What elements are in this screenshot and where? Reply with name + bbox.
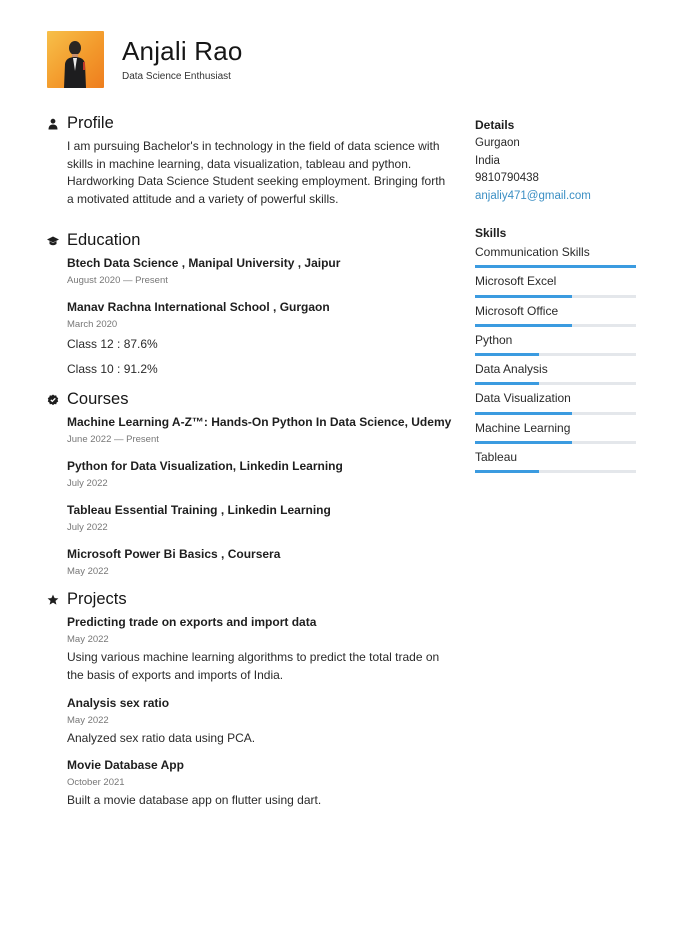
skill-level-fill	[475, 295, 572, 298]
profile-heading: Profile	[67, 114, 114, 132]
star-icon	[47, 594, 59, 606]
profile-section	[47, 114, 452, 208]
skill-level-fill	[475, 382, 539, 385]
education-entry	[67, 299, 452, 378]
education-grade: Class 10 : 91.2%	[67, 362, 158, 377]
project-title: Predicting trade on exports and import data	[67, 615, 317, 630]
education-date: March 2020	[67, 319, 118, 331]
skill-level-bar	[475, 470, 636, 473]
project-entry	[67, 757, 452, 810]
project-title: Movie Database App	[67, 758, 184, 773]
main-column	[47, 114, 452, 821]
candidate-name: Anjali Rao	[122, 36, 243, 66]
education-date: August 2020 — Present	[67, 275, 168, 287]
skill-item	[475, 241, 637, 270]
detail-city: Gurgaon	[475, 137, 520, 149]
skill-name: Data Visualization	[475, 391, 571, 406]
sidebar	[475, 117, 637, 475]
education-heading: Education	[67, 231, 141, 250]
project-entry	[67, 695, 452, 748]
course-date: June 2022 — Present	[67, 434, 159, 446]
projects-section	[47, 590, 452, 809]
education-title: Btech Data Science , Manipal University , Jaipur	[67, 256, 341, 271]
email-link[interactable]: anjaliy471@gmail.com	[475, 189, 591, 202]
person-icon	[47, 118, 59, 130]
skill-item	[475, 300, 637, 329]
project-title: Analysis sex ratio	[67, 695, 170, 710]
courses-heading: Courses	[67, 390, 129, 409]
skill-name: Microsoft Excel	[475, 274, 557, 289]
course-title: Microsoft Power Bi Basics , Coursera	[67, 547, 281, 562]
skill-level-bar	[475, 382, 636, 385]
skill-name: Data Analysis	[475, 362, 548, 377]
project-description: Using various machine learning algorithms to predict the total trade on the basis of exports and imports of India.	[67, 650, 440, 682]
skills-list	[475, 241, 637, 475]
skill-item	[475, 446, 637, 475]
skill-name: Machine Learning	[475, 420, 571, 435]
education-section	[47, 231, 452, 378]
project-entry	[67, 614, 452, 684]
skill-name: Python	[475, 332, 513, 347]
badge-check-icon	[47, 394, 59, 406]
profile-summary: I am pursuing Bachelor's in technology in the field of data science with skills in machine learning, data visualization, tableau and python. Hardworking Data Science Student seeking employment. Bringing forth a motivated attitude and a variety of powerful skills.	[67, 139, 446, 206]
graduation-cap-icon	[47, 235, 59, 247]
skill-level-bar	[475, 412, 636, 415]
course-entry	[67, 546, 452, 579]
skill-name: Communication Skills	[475, 245, 590, 259]
project-description: Analyzed sex ratio data using PCA.	[67, 730, 256, 745]
skill-name: Microsoft Office	[475, 303, 559, 318]
course-entry	[67, 458, 452, 491]
skill-level-bar	[475, 441, 636, 444]
skill-level-fill	[475, 441, 572, 444]
project-date: May 2022	[67, 714, 109, 726]
skill-item	[475, 329, 637, 358]
projects-heading: Projects	[67, 590, 127, 609]
skills-section	[475, 225, 637, 475]
skill-item	[475, 358, 637, 387]
course-title: Python for Data Visualization, Linkedin Learning	[67, 459, 343, 474]
courses-section	[47, 390, 452, 579]
project-date: October 2021	[67, 777, 125, 789]
details-heading: Details	[475, 118, 515, 132]
skill-level-fill	[475, 324, 572, 327]
course-entry	[67, 414, 452, 447]
education-entry	[67, 255, 452, 288]
skill-item	[475, 270, 637, 299]
skill-level-fill	[475, 470, 539, 473]
job-title: Data Science Enthusiast	[122, 71, 231, 82]
course-date: May 2022	[67, 566, 109, 578]
skill-level-bar	[475, 324, 636, 327]
education-grade: Class 12 : 87.6%	[67, 337, 158, 352]
skill-level-bar	[475, 353, 636, 356]
skill-item	[475, 417, 637, 446]
skill-level-bar	[475, 295, 636, 298]
detail-phone: 9810790438	[475, 172, 539, 184]
course-title: Machine Learning A-Z™: Hands-On Python In Data Science, Udemy	[67, 415, 452, 430]
project-description: Built a movie database app on flutter using dart.	[67, 793, 322, 808]
course-entry	[67, 502, 452, 535]
detail-country: India	[475, 154, 500, 167]
skills-heading: Skills	[475, 226, 507, 240]
course-title: Tableau Essential Training , Linkedin Learning	[67, 503, 331, 518]
profile-photo	[47, 31, 104, 88]
skill-level-fill	[475, 353, 539, 356]
project-date: May 2022	[67, 634, 109, 646]
skill-level-bar	[475, 265, 636, 268]
skill-level-fill	[475, 412, 572, 415]
skill-name: Tableau	[475, 450, 518, 465]
details-section	[475, 117, 637, 205]
course-date: July 2022	[67, 522, 108, 534]
education-title: Manav Rachna International School , Gurgaon	[67, 300, 330, 315]
skill-item	[475, 387, 637, 416]
course-date: July 2022	[67, 478, 108, 490]
skill-level-fill	[475, 265, 636, 268]
